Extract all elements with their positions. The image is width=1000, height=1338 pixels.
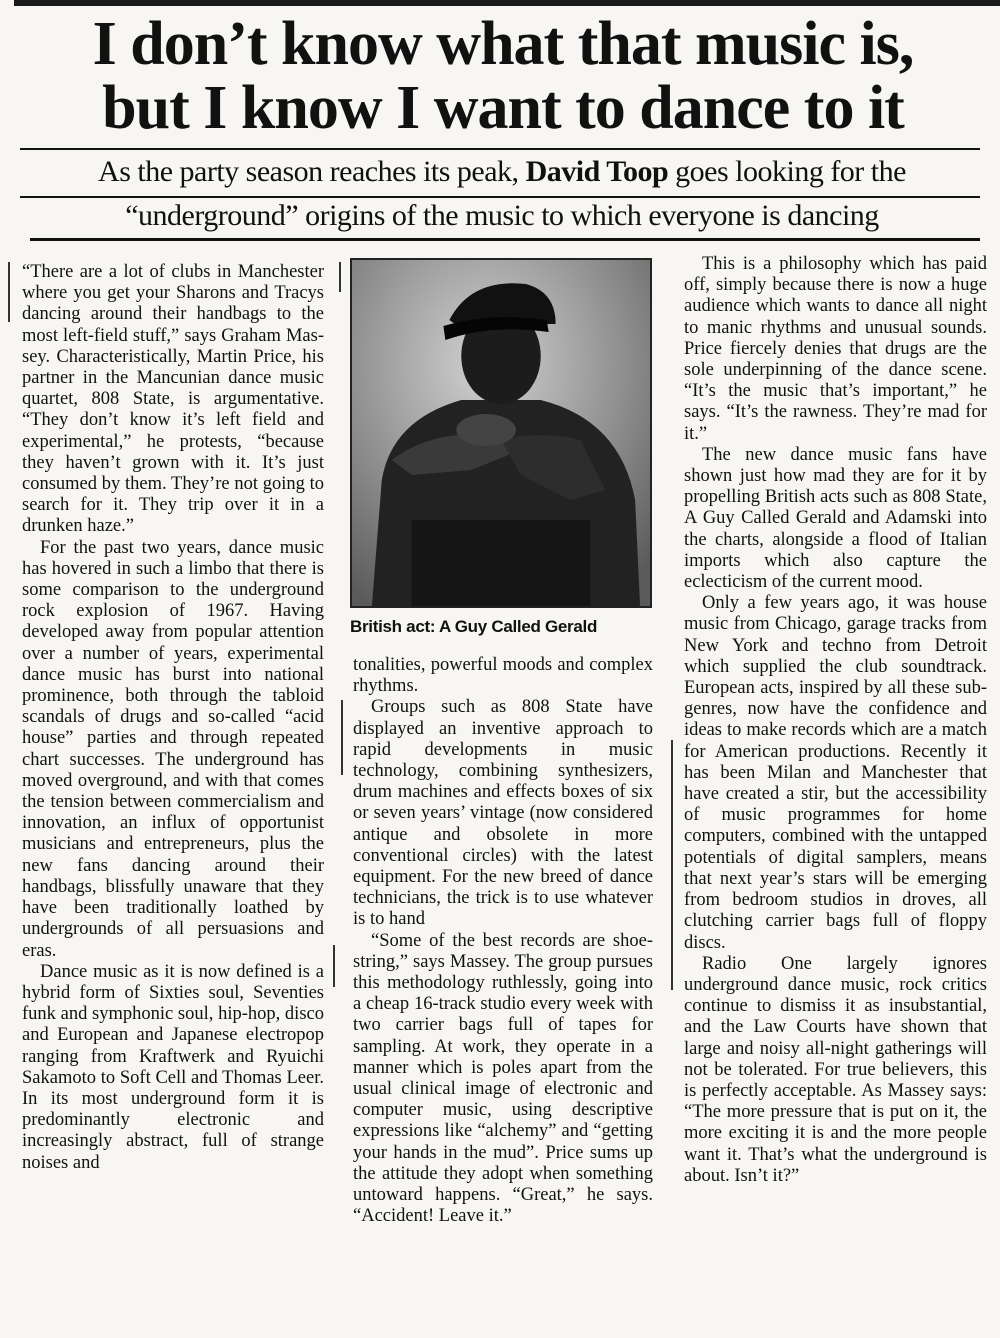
column2-paragraph: “Some of the best records are shoe-string,” says Massey. The group pursues this methodology ruthlessly, going into a cheap 16-track studio every week with two carrier bags full of tapes for sampling. At work, they operate in a manner which is poles apart from the usual clinical image of electronic and computer music, using descriptive expressions like “alchemy” and “getting your hands in the mud”. Price sums up the attitude they adopt when something untoward happens. “Great,” he says. “Accident! Leave it.” bbox=[353, 930, 653, 1227]
standfirst-text-2: goes looking for the “underground” origins of the music to which everyone is dancing bbox=[125, 155, 906, 232]
photo-caption: British act: A Guy Called Gerald bbox=[350, 617, 598, 636]
photo-image bbox=[352, 260, 650, 606]
column1-paragraph: Dance music as it is now defined is a hybrid form of Sixties soul, Seventies funk and symphonic soul, hip-hop, disco and European and Japanese electropop ranging from Kraftwerk and Ryuichi Sakamoto to Soft Cell and Thomas Leer. In its most underground form it is predominantly electronic and increasingly abstract, full of strange noises and bbox=[22, 961, 324, 1173]
column3-paragraph: This is a philosophy which has paid off, simply because there is now a huge audience which wants to dance all night to manic rhythms and unusual sounds. Price fiercely denies that drugs are the sole underpinning of the dance scene. “It’s the music that’s important,” he says. “It’s the rawness. They’re mad for it.” bbox=[684, 254, 987, 444]
column-divider-3 bbox=[671, 740, 673, 990]
column3-paragraph: Only a few years ago, it was house music from Chicago, garage tracks from New York and techno from Detroit which supplied the club soundtrack. European acts, inspired by all these sub-genres, now have the confidence and ideas to make records which are a match for American productions. Recently it has been Milan and Manchester that have created a stir, but the accessibility of music programmes for home computers, combined with the untapped potentials of digital samplers, means that next year’s stars will be emerging from bedroom studios in droves, all clutching carrier bags full of floppy discs. bbox=[684, 593, 987, 953]
headline-line-1: I don’t know what that music is, bbox=[92, 10, 914, 78]
column3-paragraph: Radio One largely ignores underground dance music, rock critics continue to dismiss it as insubstantial, and the Law Courts have shown that large and noisy all-night gatherings will not be tolerated. For true believers, this is perfectly acceptable. As Massey says: “The more pressure that is put on it, the more exciting it is and the more people want it. That’s what the underground is about. Isn’t it?” bbox=[684, 953, 987, 1186]
column-divider-1 bbox=[339, 262, 341, 292]
standfirst-author: David Toop bbox=[525, 155, 669, 188]
column-divider-1b bbox=[333, 945, 335, 987]
column2-paragraph: tonalities, powerful moods and complex rhythms. bbox=[353, 655, 653, 697]
column3-paragraph: The new dance music fans have shown just how mad they are for it by propelling British acts such as 808 State, A Guy Called Gerald and Adamski into the charts, alongside a flood of Italian imports which also capture the eclecticism of the current mood. bbox=[684, 444, 987, 593]
headline-line-2: but I know I want to dance to it bbox=[102, 74, 904, 142]
article-column-2 bbox=[353, 655, 653, 1227]
headline bbox=[18, 12, 988, 140]
left-margin-mark bbox=[8, 262, 10, 322]
standfirst-text-1: As the party season reaches its peak, bbox=[98, 155, 526, 188]
standfirst bbox=[18, 150, 986, 238]
article-column-3 bbox=[684, 254, 987, 1187]
article-column-1 bbox=[22, 262, 324, 1174]
column1-paragraph: “There are a lot of clubs in Manchester where you get your Sharons and Tracys dancing around their handbags to the most left-field stuff,” says Graham Massey. Characteristically, Martin Price, his partner in the Mancunian dance music quartet, 808 State, is argumentative. “They don’t know it’s left field and experimental,” he protests, “because they haven’t grown with it. It’s just consumed by them. They’re not going to search for it. They trip over it in a drunken haze.” bbox=[22, 262, 324, 537]
column-divider-2 bbox=[341, 700, 343, 775]
standfirst-bottom-rule bbox=[30, 238, 980, 241]
photo-a-guy-called-gerald bbox=[350, 258, 652, 608]
column1-paragraph: For the past two years, dance music has hovered in such a limbo that there is some comparison to the underground rock explosion of 1967. Having developed away from popular attention over a number of years, experimental dance music has burst into national prominence, both through the tabloid scandals of drugs and so-called “acid house” parties and through repeated chart successes. The underground has moved overground, and with that comes the tension between commercialism and innovation, an influx of opportunist musicians and entrepreneurs, plus the new fans dancing around their handbags, blissfully unaware that they have been traditionally loathed by undergrounds of all persuasions and eras. bbox=[22, 537, 324, 961]
column2-paragraph: Groups such as 808 State have displayed an inventive approach to rapid developments in music technology, combining synthesizers, drum machines and effects boxes of six or seven years’ vintage (now considered antique and obsolete in more conventional circles) with the latest equipment. For the new breed of dance technicians, the trick is to use whatever is to hand bbox=[353, 697, 653, 930]
standfirst-rule bbox=[20, 196, 980, 198]
top-rule bbox=[14, 0, 1000, 6]
